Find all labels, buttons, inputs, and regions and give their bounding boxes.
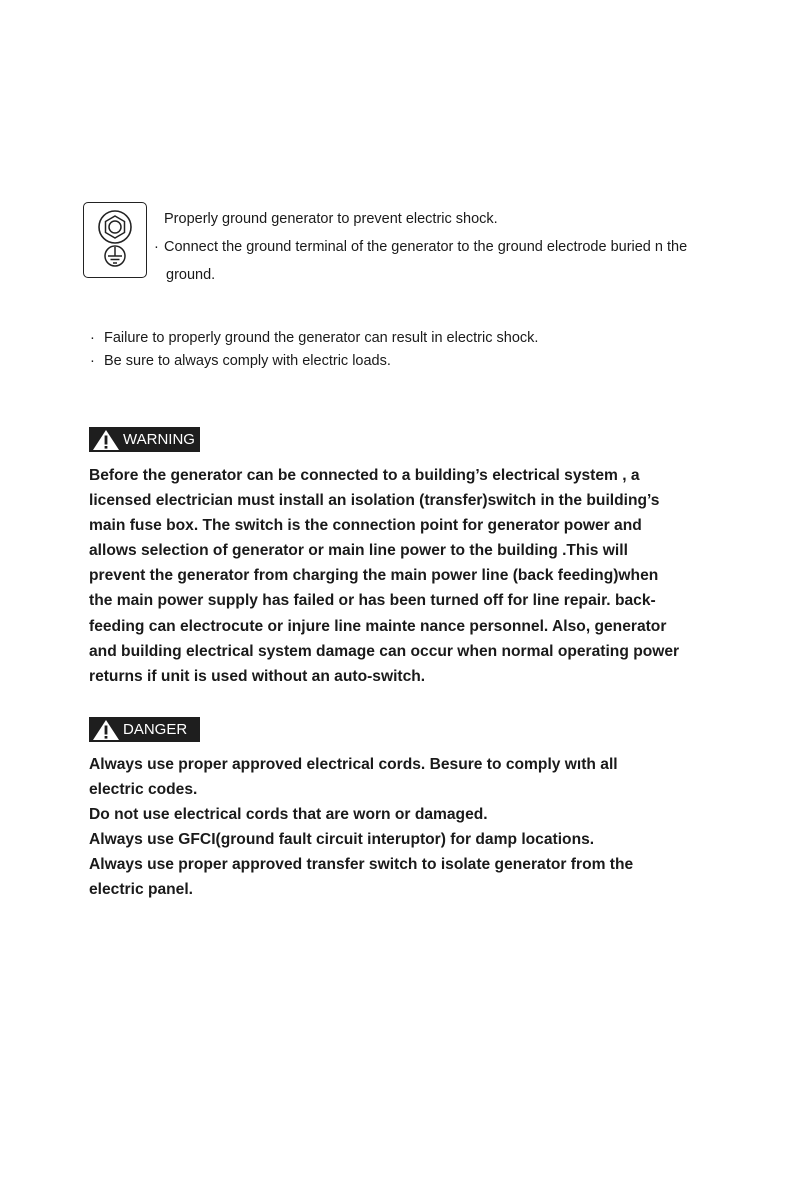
danger-paragraph xyxy=(89,752,633,903)
bullet: · xyxy=(90,330,95,346)
warning-line: returns if unit is used without an auto-switch. xyxy=(89,667,426,685)
ground-line-2 xyxy=(154,233,734,261)
note-text: Be sure to always comply with electric loads. xyxy=(104,353,391,369)
warning-line: the main power supply has failed or has been turned off for line repair. back- xyxy=(89,592,656,610)
danger-line: electric panel. xyxy=(89,881,194,899)
warning-line: feeding can electrocute or injure line mainte nance personnel. Also, generator xyxy=(89,617,667,635)
list-item xyxy=(90,327,538,350)
bullet: · xyxy=(154,239,159,255)
danger-line: electric codes. xyxy=(89,781,198,799)
note-text: Failure to properly ground the generator can result in electric shock. xyxy=(104,330,539,346)
ground-line-3: ground. xyxy=(166,267,216,283)
danger-line: Always use proper approved transfer switch to isolate generator from the xyxy=(89,856,634,874)
danger-line: Do not use electrical cords that are worn or damaged. xyxy=(89,806,488,824)
warning-line: and building electrical system damage can occur when normal operating power xyxy=(89,642,680,660)
warning-triangle-icon xyxy=(92,429,120,451)
list-item xyxy=(90,350,538,373)
warning-badge xyxy=(89,427,200,452)
warning-line: Before the generator can be connected to a building’s electrical system , a xyxy=(89,467,640,484)
warning-paragraph xyxy=(89,463,679,689)
notes-list xyxy=(90,327,538,373)
warning-line: prevent the generator from charging the main power line (back feeding)when xyxy=(89,567,659,585)
danger-line: Always use proper approved electrical cords. Besure to comply wıth all xyxy=(89,756,618,773)
warning-line: main fuse box. The switch is the connection point for generator power and xyxy=(89,517,642,535)
danger-label: DANGER xyxy=(123,721,188,738)
ground-line-1: Properly ground generator to prevent electric shock. xyxy=(164,211,498,227)
warning-line: allows selection of generator or main line power to the building .This will xyxy=(89,542,628,560)
danger-line: Always use GFCI(ground fault circuit interuptor) for damp locations. xyxy=(89,831,595,849)
ground-terminal-icon xyxy=(83,202,147,278)
warning-label: WARNING xyxy=(123,431,195,448)
warning-triangle-icon xyxy=(92,719,120,741)
warning-line: licensed electrician must install an isolation (transfer)switch in the building’s xyxy=(89,492,660,510)
ground-instructions xyxy=(154,205,734,289)
ground-line-2-text: Connect the ground terminal of the generator to the ground electrode buried n the xyxy=(164,239,688,255)
danger-badge xyxy=(89,717,200,742)
bullet: · xyxy=(90,353,95,369)
